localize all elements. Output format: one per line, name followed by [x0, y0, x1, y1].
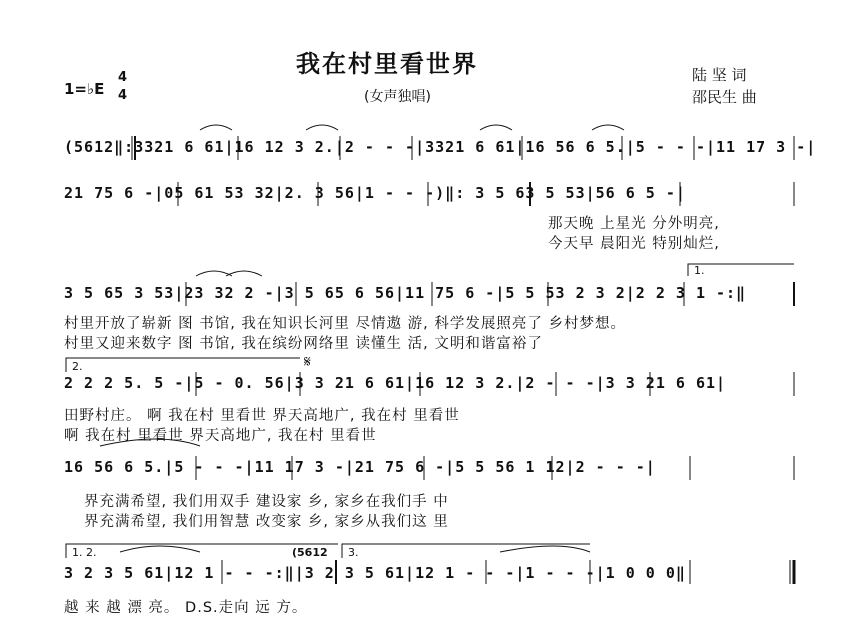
volta-label-1-2: 1. 2. — [72, 546, 97, 559]
song-title: 我在村里看世界 — [296, 50, 478, 78]
time-signature-top: 4 — [118, 70, 128, 85]
notation-row-1: (5612‖:3321 6 61|16 12 3 2.|2 - - -|3321 6 61|16 56 6 5.|5 - - -|11 17 3 -| — [64, 138, 817, 156]
notation-row-5: 16 56 6 5.|5 - - -|11 17 3 -|21 75 6 -|5 5 56 1 12|2 - - -| — [64, 458, 656, 476]
song-subtitle: (女声独唱) — [364, 89, 431, 105]
lyrics-row-4-verse-1: 田野村庄。 啊 我在村 里看世 界天高地广, 我在村 里看世 — [64, 408, 460, 424]
notation-row-2: 21 75 6 -|05 61 53 32|2. 3 56|1 - - -)‖: 3 5 63 5 53|56 6 5 -| — [64, 184, 686, 202]
composer-credit: 邵民生 曲 — [692, 88, 757, 106]
time-signature-bottom: 4 — [118, 88, 128, 103]
lyrics-row-2-verse-1: 那天晚 上星光 分外明亮, — [548, 216, 720, 232]
notation-row-4: 2 2 2 5. 5 -|5 - 0. 56|3 3 21 6 61|16 12 3 2.|2 - - -|3 3 21 6 61| — [64, 374, 727, 392]
key-signature: 1=♭E — [64, 80, 105, 98]
lyrics-row-3-verse-2: 村里又迎来数字 图 书馆, 我在缤纷网络里 读懂生 活, 文明和谐富裕了 — [64, 336, 543, 352]
lyrics-row-3-verse-1: 村里开放了崭新 图 书馆, 我在知识长河里 尽情遨 游, 科学发展照亮了 乡村梦想。 — [64, 316, 626, 332]
volta-label-1: 1. — [694, 264, 705, 277]
segno-sign: 𝄋 — [304, 352, 311, 371]
notation-row-3: 3 5 65 3 53|23 32 2 -|3 5 65 6 56|11 75 6 -|5 5 53 2 3 2|2 2 3 1 -:‖ — [64, 284, 747, 302]
lyrics-row-5-verse-1: 界充满希望, 我们用双手 建设家 乡, 家乡在我们手 中 — [84, 494, 449, 510]
lyricist-credit: 陆 坚 词 — [692, 66, 747, 84]
lyrics-row-5-verse-2: 界充满希望, 我们用智慧 改变家 乡, 家乡从我们这 里 — [84, 514, 449, 530]
lyrics-row-4-verse-2: 啊 我在村 里看世 界天高地广, 我在村 里看世 — [64, 428, 377, 444]
notation-row-6: 3 2 3 5 61|12 1 - - -:‖|3 2 3 5 61|12 1 - - -|1 - - -|1 0 0 0‖ — [64, 564, 686, 582]
repeat-note: (5612 — [292, 546, 328, 559]
lyrics-row-2-verse-2: 今天早 晨阳光 特别灿烂, — [548, 236, 720, 252]
volta-label-2: 2. — [72, 360, 83, 373]
lyrics-row-6-verse-1: 越 来 越 漂 亮。 D.S.走向 远 方。 — [64, 600, 308, 616]
volta-label-3: 3. — [348, 546, 359, 559]
